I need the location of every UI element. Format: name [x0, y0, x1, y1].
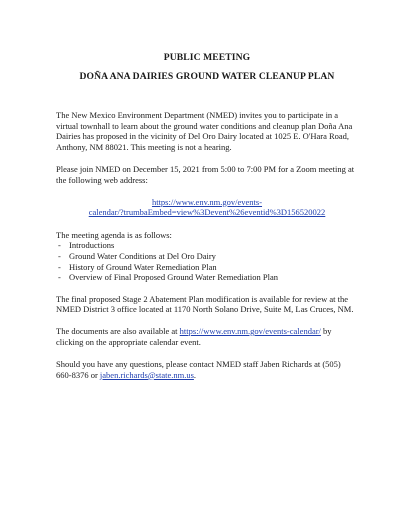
documents-paragraph — [56, 326, 358, 347]
contact-paragraph — [56, 359, 358, 380]
page-subtitle: DOÑA ANA DAIRIES GROUND WATER CLEANUP PLAN — [79, 71, 335, 82]
page-title: PUBLIC MEETING — [163, 52, 251, 63]
contact-text-after: . — [193, 369, 197, 380]
contact-email-link[interactable]: jaben.richards@state.nm.us — [99, 369, 194, 380]
events-calendar-link[interactable]: https://www.env.nm.gov/events-calendar/ — [179, 325, 321, 336]
agenda-intro: The meeting agenda is as follows: — [56, 229, 172, 240]
agenda-item: - Introductions — [56, 240, 358, 251]
agenda-item: - Ground Water Conditions at Del Oro Dairy — [56, 251, 358, 262]
join-paragraph: Please join NMED on December 15, 2021 from 5:00 to 7:00 PM for a Zoom meeting at the following web address: — [56, 164, 355, 185]
agenda-item: - History of Ground Water Remediation Plan — [56, 262, 358, 273]
meeting-link-line2[interactable]: calendar/?trumbaEmbed=view%3Devent%26eventid%3D156520022 — [88, 207, 326, 218]
meeting-link-line1[interactable]: https://www.env.nm.gov/events- — [151, 196, 263, 207]
documents-text-before: The documents are also available at — [56, 325, 180, 336]
agenda-item: - Overview of Final Proposed Ground Water Remediation Plan — [56, 272, 358, 283]
review-paragraph: The final proposed Stage 2 Abatement Plan modification is available for review at the NMED District 3 office located at 1170 North Solano Drive, Suite M, Las Cruces, NM. — [56, 293, 354, 315]
meeting-link[interactable] — [56, 197, 358, 218]
contact-text-before: Should you have any questions, please contact NMED staff Jaben Richards at (505) 660-8376 or — [56, 359, 341, 380]
intro-paragraph: The New Mexico Environment Department (NMED) invites you to participate in a virtual townhall to learn about the ground water conditions and cleanup plan Doña Ana Dairies has proposed in the vicinity of Del Oro Dairy located at 1025 E. O'Hara Road, Anthony, NM 88021. This meeting is not a hearing. — [56, 110, 353, 152]
agenda-list — [56, 240, 358, 282]
documents-text-after: by clicking on the appropriate calendar event. — [56, 325, 332, 347]
